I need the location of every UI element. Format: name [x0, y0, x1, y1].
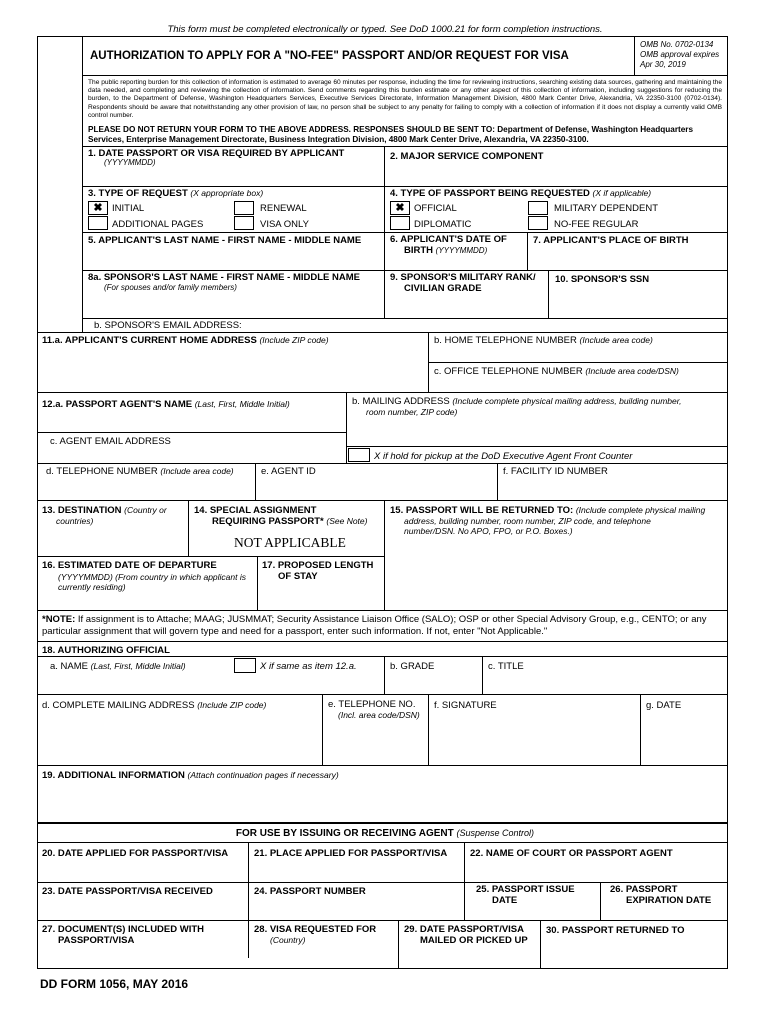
field-5-label: 5. APPLICANT'S LAST NAME - FIRST NAME - MIDDLE NAME	[88, 235, 362, 246]
field-6-label: 6. APPLICANT'S DATE OF BIRTH (YYYYMMDD)	[390, 234, 507, 256]
field-9-input[interactable]	[386, 295, 546, 317]
field-11b-label: b. HOME TELEPHONE NUMBER (Include area code)	[434, 335, 653, 346]
field-30-label: 30. PASSPORT RETURNED TO	[546, 925, 685, 936]
field-5-input[interactable]	[84, 248, 382, 269]
visa-only-label: VISA ONLY	[260, 219, 309, 230]
official-grade-input[interactable]	[386, 673, 480, 693]
agent-name-input[interactable]	[40, 411, 344, 431]
return-notice: PLEASE DO NOT RETURN YOUR FORM TO THE ABOVE ADDRESS. RESPONSES SHOULD BE SENT TO: Department of Defense, Washington Headquarters Services, Enterprise Management Directorate, Business Integration Division, 4800 Mark Center Drive, Alexandria, VA 22350-3100.	[88, 125, 694, 144]
court-agent-name-input[interactable]	[466, 861, 726, 881]
additional-pages-checkbox[interactable]	[88, 216, 108, 230]
field-19-label: 19. ADDITIONAL INFORMATION (Attach continuation pages if necessary)	[42, 770, 339, 781]
field-3-label: 3. TYPE OF REQUEST (X appropriate box)	[88, 188, 264, 199]
same-as-12a-label: X if same as item 12.a.	[260, 661, 357, 672]
no-fee-regular-label: NO-FEE REGULAR	[554, 219, 639, 230]
hold-for-pickup-label: X if hold for pickup at the DoD Executive Agent Front Counter	[374, 451, 633, 462]
field-25-label: 25. PASSPORT ISSUE DATE	[476, 884, 575, 906]
field-1-hint: (YYYYMMDD)	[104, 158, 156, 167]
field-2-label: 2. MAJOR SERVICE COMPONENT	[390, 151, 544, 162]
field-12e-label: e. AGENT ID	[261, 466, 316, 477]
no-fee-regular-checkbox[interactable]	[528, 216, 548, 230]
return-address-input[interactable]	[386, 540, 726, 609]
home-telephone-input[interactable]	[430, 347, 726, 361]
field-18g-label: g. DATE	[646, 700, 682, 711]
field-18e-label: e. TELEPHONE NO. (Incl. area code/DSN)	[328, 699, 420, 720]
field-27-label: 27. DOCUMENT(S) INCLUDED WITH PASSPORT/VISA	[42, 924, 205, 946]
field-22-label: 22. NAME OF COURT OR PASSPORT AGENT	[470, 848, 673, 859]
expiration-date-input[interactable]	[602, 907, 726, 919]
field-7-input[interactable]	[529, 248, 726, 269]
renewal-label: RENEWAL	[260, 203, 307, 214]
documents-included-input[interactable]	[40, 946, 246, 967]
renewal-checkbox[interactable]	[234, 201, 254, 215]
facility-id-input[interactable]	[499, 478, 726, 499]
field-8a-label: 8a. SPONSOR'S LAST NAME - FIRST NAME - MIDDLE NAME	[88, 272, 360, 283]
field-8a-input[interactable]	[84, 295, 382, 317]
agent-section-title: FOR USE BY ISSUING OR RECEIVING AGENT (Suspense Control)	[235, 828, 535, 839]
field-16-hint: (YYYYMMDD) (From country in which applicant is currently residing)	[58, 572, 246, 592]
field-17-label: 17. PROPOSED LENGTH OF STAY	[262, 560, 374, 582]
visa-requested-input[interactable]	[250, 946, 396, 967]
field-2-input[interactable]	[386, 164, 726, 185]
visa-only-checkbox[interactable]	[234, 216, 254, 230]
same-as-12a-checkbox[interactable]	[234, 658, 256, 673]
official-label: OFFICIAL	[414, 203, 457, 214]
home-address-input[interactable]	[40, 348, 426, 391]
field-18a-label: a. NAME (Last, First, Middle Initial)	[50, 661, 186, 672]
field-11c-label: c. OFFICE TELEPHONE NUMBER (Include area code/DSN)	[434, 366, 679, 377]
form-title: AUTHORIZATION TO APPLY FOR A "NO-FEE" PASSPORT AND/OR REQUEST FOR VISA	[90, 50, 569, 62]
field-10-label: 10. SPONSOR'S SSN	[555, 274, 650, 285]
field-28-label: 28. VISA REQUESTED FOR (Country)	[254, 924, 377, 945]
destination-input[interactable]	[40, 528, 186, 555]
official-name-input[interactable]	[40, 675, 382, 693]
field-13-label: 13. DESTINATION (Country or countries)	[42, 505, 167, 526]
additional-info-input[interactable]	[40, 784, 726, 820]
field-12b-label: b. MAILING ADDRESS (Include complete physical mailing address, building number, room number, ZIP code)	[352, 396, 682, 417]
field-10-input[interactable]	[550, 288, 726, 317]
diplomatic-checkbox[interactable]	[390, 216, 410, 230]
field-12f-label: f. FACILITY ID NUMBER	[503, 466, 608, 477]
field-6-input[interactable]	[386, 257, 525, 269]
official-address-input[interactable]	[40, 714, 320, 764]
military-dependent-label: MILITARY DEPENDENT	[554, 203, 658, 214]
departure-date-input[interactable]	[40, 593, 255, 609]
field-12d-label: d. TELEPHONE NUMBER (Include area code)	[46, 466, 234, 477]
omb-info: OMB No. 0702-0134 OMB approval expires Apr 30, 2019	[640, 40, 720, 69]
field-18-label: 18. AUTHORIZING OFFICIAL	[42, 645, 170, 656]
not-applicable-value[interactable]: NOT APPLICABLE	[234, 535, 346, 550]
length-of-stay-input[interactable]	[259, 584, 382, 609]
field-12c-label: c. AGENT EMAIL ADDRESS	[50, 436, 171, 447]
form-instruction: This form must be completed electronically or typed. See DoD 1000.21 for form completion instructions.	[167, 24, 603, 35]
form-footer-id: DD FORM 1056, MAY 2016	[40, 977, 189, 991]
hold-for-pickup-checkbox[interactable]	[348, 448, 370, 462]
additional-pages-label: ADDITIONAL PAGES	[112, 219, 204, 230]
field-18b-label: b. GRADE	[390, 661, 435, 672]
passport-returned-to-input[interactable]	[542, 938, 726, 967]
official-checkbox[interactable]	[390, 201, 410, 215]
agent-telephone-input[interactable]	[40, 478, 253, 499]
date-mailed-input[interactable]	[400, 946, 538, 967]
x-mark-icon: ✖	[93, 202, 103, 214]
official-title-input[interactable]	[484, 673, 726, 693]
initial-label: INITIAL	[112, 203, 145, 214]
field-16-label: 16. ESTIMATED DATE OF DEPARTURE	[42, 560, 217, 571]
official-telephone-input[interactable]	[324, 722, 426, 764]
field-14-label: 14. SPECIAL ASSIGNMENT REQUIRING PASSPORT* (See Note)	[194, 505, 368, 527]
field-18f-label: f. SIGNATURE	[434, 700, 497, 711]
initial-checkbox[interactable]	[88, 201, 108, 215]
field-29-label: 29. DATE PASSPORT/VISA MAILED OR PICKED UP	[404, 924, 528, 946]
issue-date-input[interactable]	[466, 907, 598, 919]
field-9-label: 9. SPONSOR'S MILITARY RANK/ CIVILIAN GRADE	[390, 272, 536, 294]
x-mark-icon: ✖	[395, 202, 405, 214]
field-15-label: 15. PASSPORT WILL BE RETURNED TO: (Include complete physical mailing address, building number, room number, ZIP code, and telephone number/DSN. No APO, FPO, or P.O. Boxes.)	[390, 505, 706, 536]
field-18c-label: c. TITLE	[488, 661, 524, 672]
mailing-address-input[interactable]	[348, 418, 726, 445]
place-applied-input[interactable]	[250, 861, 462, 881]
field-7-label: 7. APPLICANT'S PLACE OF BIRTH	[533, 235, 689, 246]
official-signature-input[interactable]	[430, 714, 638, 764]
passport-number-input[interactable]	[250, 899, 462, 919]
field-1-input[interactable]	[84, 170, 382, 185]
burden-statement: The public reporting burden for this collection of information is estimated to average 60 minutes per response, including the time for reviewing instructions, searching existing data sources, gathering and maintaining the data needed, and completing and reviewing the collection of information. Send comments regarding this burden estimate or any other aspect of this collection of information, including suggestions for reducing the burden, to the Department of Defense, Washington Headquarters Services, Executive Services Directorate, Information Management Division, 4800 Mark Center Drive, Alexandria, VA 22350-3100 (0702-0134). Respondents should be aware that notwithstanding any other provision of law, no person shall be subject to any penalty for failing to comply with a collection of information if it does not display a currently valid OMB control number.	[88, 79, 722, 119]
field-26-label: 26. PASSPORT EXPIRATION DATE	[610, 884, 712, 906]
field-12a-label: 12.a. PASSPORT AGENT'S NAME (Last, First, Middle Initial)	[42, 399, 290, 410]
field-8b-label: b. SPONSOR'S EMAIL ADDRESS:	[94, 320, 242, 331]
field-8a-hint: (For spouses and/or family members)	[104, 283, 237, 292]
date-applied-input[interactable]	[40, 861, 246, 881]
field-11a-label: 11.a. APPLICANT'S CURRENT HOME ADDRESS (Include ZIP code)	[42, 335, 329, 346]
military-dependent-checkbox[interactable]	[528, 201, 548, 215]
office-telephone-input[interactable]	[430, 378, 726, 391]
date-received-input[interactable]	[40, 899, 246, 919]
agent-email-input[interactable]	[40, 447, 344, 462]
field-23-label: 23. DATE PASSPORT/VISA RECEIVED	[42, 886, 213, 897]
sponsor-email-input[interactable]	[260, 319, 726, 331]
field-20-label: 20. DATE APPLIED FOR PASSPORT/VISA	[42, 848, 229, 859]
field-24-label: 24. PASSPORT NUMBER	[254, 886, 366, 897]
field-1-label: 1. DATE PASSPORT OR VISA REQUIRED BY APPLICANT	[88, 148, 345, 159]
diplomatic-label: DIPLOMATIC	[414, 219, 472, 230]
field-4-label: 4. TYPE OF PASSPORT BEING REQUESTED (X if applicable)	[390, 188, 652, 199]
agent-id-input[interactable]	[257, 478, 495, 499]
field-21-label: 21. PLACE APPLIED FOR PASSPORT/VISA	[254, 848, 448, 859]
field-18d-label: d. COMPLETE MAILING ADDRESS (Include ZIP code)	[42, 700, 267, 711]
assignment-note: *NOTE: If assignment is to Attache; MAAG; JUSMMAT; Security Assistance Liaison Office (SALO); OSP or other Special Advisory Group, e.g., CENTO; or any particular assignment that will govern type and need for a passport, enter such information. If not, enter "Not Applicable."	[42, 614, 707, 637]
official-date-input[interactable]	[642, 714, 726, 764]
